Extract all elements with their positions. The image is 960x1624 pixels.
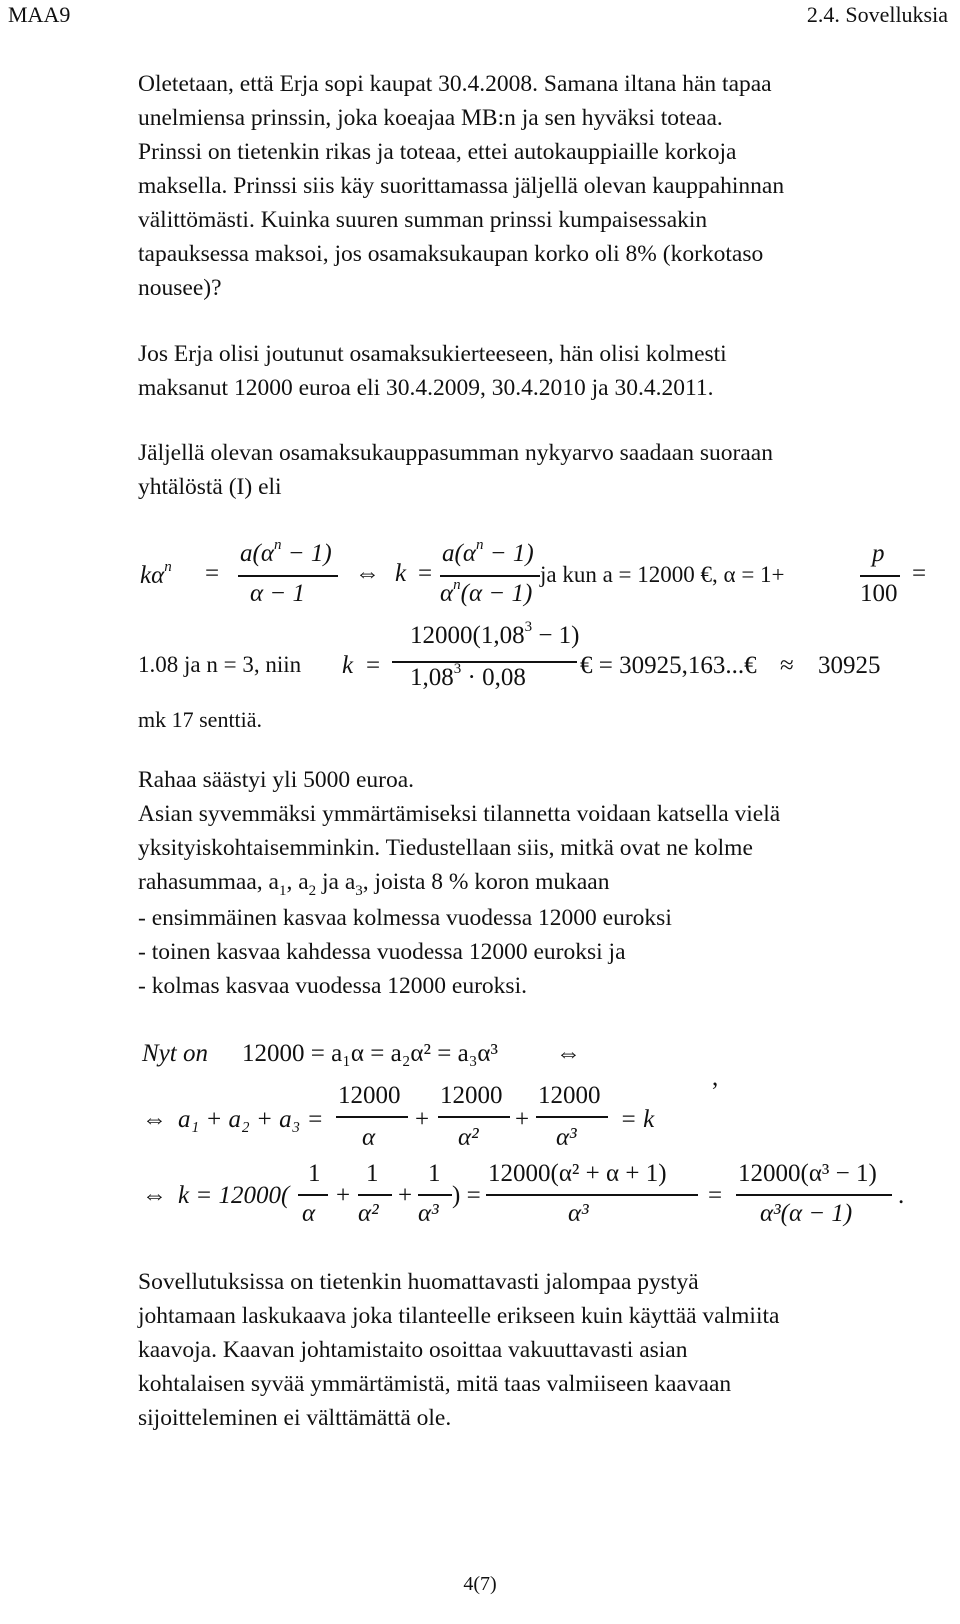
para4-line: Asian syvemmäksi ymmärtämiseksi tilannetta voidaan katsella vielä	[138, 801, 781, 827]
para1-line: nousee)?	[138, 275, 222, 301]
para5-line: johtamaan laskukaava joka tilanteelle erikseen kuin käyttää valmiita	[138, 1303, 780, 1329]
para1-line: maksella. Prinssi siis käy suorittamassa jäljellä olevan kauppahinnan	[138, 173, 785, 199]
bullet-item: - ensimmäinen kasvaa kolmessa vuodessa 12000 euroksi	[138, 905, 672, 931]
eq1-trailing-equals: =	[912, 560, 927, 587]
para5-line: kaavoja. Kaavan johtamistaito osoittaa vakuuttavasti asian	[138, 1337, 688, 1363]
eq5-one: 1	[428, 1160, 441, 1187]
eq1-denominator: α − 1	[250, 580, 305, 607]
header-section: 2.4. Sovelluksia	[806, 2, 948, 27]
eq4-num3: 12000	[538, 1082, 601, 1109]
eq2-lead: 1.08 ja n = 3, niin	[138, 652, 302, 677]
para3-line: Jäljellä olevan osamaksukauppasumman nykyarvo saadaan suoraan	[138, 440, 773, 466]
eq3-lead: Nyt on	[142, 1040, 208, 1067]
eq5-plus: +	[398, 1182, 413, 1209]
eq5-num4: 12000(α² + α + 1)	[488, 1160, 667, 1187]
eq4-plus: +	[415, 1106, 430, 1133]
eq5-den4: α³	[568, 1200, 589, 1227]
eq5-lead: k = 12000(	[178, 1182, 290, 1209]
para1-line: Prinssi on tietenkin rikas ja toteaa, ettei autokauppiaille korkoja	[138, 139, 737, 165]
eq1-equals: =	[418, 560, 433, 587]
eq5-den2: α²	[358, 1200, 379, 1227]
bullet-item: - toinen kasvaa kahdessa vuodessa 12000 euroksi ja	[138, 939, 626, 965]
eq1-equals: =	[205, 560, 220, 587]
eq4-sum: a₁ + a₂ + a₃ =	[178, 1106, 324, 1133]
para1-line: tapauksessa maksoi, jos osamaksukaupan korko oli 8% (korkotaso	[138, 241, 764, 267]
para2-line: maksanut 12000 euroa eli 30.4.2009, 30.4.2010 ja 30.4.2011.	[138, 375, 714, 401]
eq1-100: 100	[860, 580, 898, 607]
eq5-one: 1	[308, 1160, 321, 1187]
fraction-bar	[486, 1194, 698, 1196]
fraction-bar	[238, 575, 338, 577]
eq5-den5: α³(α − 1)	[760, 1200, 853, 1227]
header-course: MAA9	[8, 2, 71, 27]
eq2-result: € = 30925,163...€	[580, 652, 757, 679]
fraction-bar	[418, 1194, 452, 1196]
eq2-rounded: 30925	[818, 652, 881, 679]
eq2-approx: ≈	[780, 652, 794, 679]
eq4-num1: 12000	[338, 1082, 401, 1109]
eq4-den2: α²	[458, 1124, 479, 1151]
eq5-equals: =	[708, 1182, 723, 1209]
eq2-denominator: $1,08^3 \cdot 0,08$	[410, 661, 526, 691]
para5-line: Sovellutuksissa on tietenkin huomattavasti jalompaa pystyä	[138, 1269, 699, 1295]
para4-line: rahasummaa, $a_1$, $a_2$ ja $a_3$, joista 8 % koron mukaan	[138, 869, 610, 899]
eq1-k: k	[395, 560, 407, 587]
eq2-equals: =	[366, 652, 381, 679]
eq5-dot: .	[898, 1182, 905, 1209]
eq1-condition: ja kun a = 12000 €, α = 1+	[540, 562, 785, 587]
para4-line: yksityiskohtaisemminkin. Tiedustellaan siis, mitkä ovat ne kolme	[138, 835, 753, 861]
eq2-k: k	[342, 652, 354, 679]
fraction-bar	[438, 1116, 510, 1118]
para2-line: Jos Erja olisi joutunut osamaksukierteeseen, hän olisi kolmesti	[138, 341, 727, 367]
eq5-den3: α³	[418, 1200, 439, 1227]
eq5-num5: 12000(α³ − 1)	[738, 1160, 877, 1187]
para1-line: välittömästi. Kuinka suuren summan prinssi kumpaisessakin	[138, 207, 708, 233]
eq4-den3: α³	[556, 1124, 577, 1151]
iff-symbol: ⇔	[142, 1106, 167, 1133]
eq5-plus: +	[336, 1182, 351, 1209]
eq1-p: p	[872, 540, 885, 567]
eq4-den1: α	[362, 1124, 376, 1151]
bullet-item: - kolmas kasvaa vuodessa 12000 euroksi.	[138, 973, 527, 999]
fraction-bar	[358, 1194, 392, 1196]
fraction-bar	[860, 575, 900, 577]
para3-line: yhtälöstä (I) eli	[138, 474, 282, 500]
iff-symbol: ⇔	[142, 1182, 167, 1209]
para5-line: sijoitteleminen ei välttämättä ole.	[138, 1405, 452, 1431]
eq5-den1: α	[302, 1200, 316, 1227]
eq4-plus: +	[515, 1106, 530, 1133]
eq5-close: ) =	[452, 1182, 481, 1209]
para1-line: Oletetaan, että Erja sopi kaupat 30.4.2008. Samana iltana hän tapaa	[138, 71, 772, 97]
eq1-lhs: $k\alpha^n$	[140, 559, 172, 589]
mk-line: mk 17 senttiä.	[138, 707, 263, 732]
eq4-end: = k	[620, 1106, 655, 1133]
fraction-bar	[298, 1194, 328, 1196]
iff-symbol: ⇔	[355, 560, 380, 587]
para4-line: Rahaa säästyi yli 5000 euroa.	[138, 767, 415, 793]
fraction-bar	[736, 1194, 892, 1196]
eq5-one: 1	[366, 1160, 379, 1187]
fraction-bar	[392, 661, 577, 663]
fraction-bar	[536, 1116, 608, 1118]
page-number: 4(7)	[463, 1573, 497, 1595]
iff-symbol: ⇔	[556, 1040, 581, 1067]
eq1-numerator-2: $a(\alpha^n - 1)$	[442, 537, 534, 567]
eq2-numerator: $12000(1,08^3 - 1)$	[410, 619, 580, 649]
para5-line: kohtalaisen syvää ymmärtämistä, mitä taas valmiiseen kaavaan	[138, 1371, 732, 1397]
eq4-num2: 12000	[440, 1082, 503, 1109]
eq1-numerator: $a(\alpha^n - 1)$	[240, 537, 332, 567]
para1-line: unelmiensa prinssin, joka koeajaa MB:n ja sen hyväksi toteaa.	[138, 105, 723, 131]
eq3-body: 12000 = a₁α = a₂α² = a₃α³	[242, 1040, 499, 1067]
fraction-bar	[336, 1116, 408, 1118]
eq1-denominator-2: $\alpha^n(\alpha - 1)$	[440, 577, 533, 607]
eq3-comma: ,	[712, 1064, 719, 1091]
